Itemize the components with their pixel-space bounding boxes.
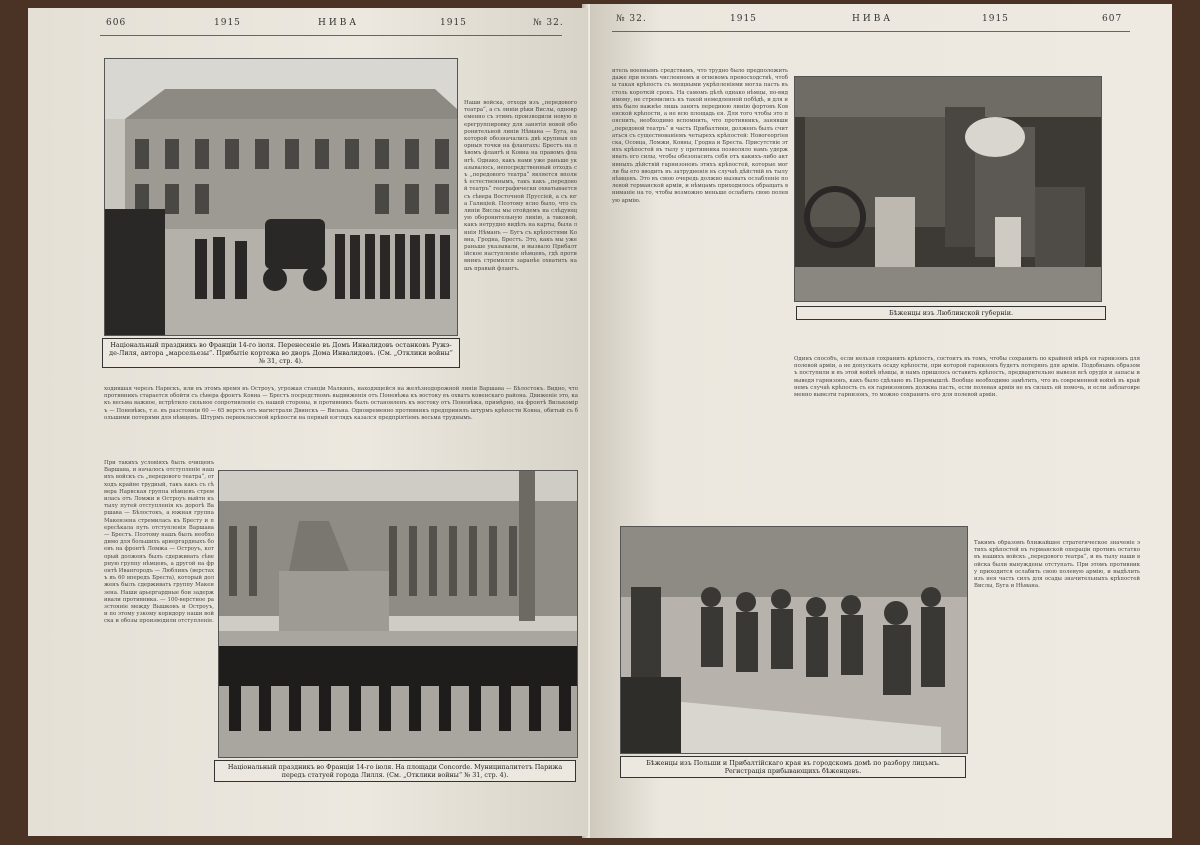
right-header-rule bbox=[612, 31, 1130, 32]
photo-place-concorde bbox=[218, 470, 578, 758]
right-header-title: НИВА bbox=[852, 14, 894, 24]
left-header-rule bbox=[100, 35, 562, 36]
left-header-year-left: 1915 bbox=[214, 18, 241, 28]
left-page bbox=[28, 8, 588, 836]
photo-refugees-city-house bbox=[620, 526, 968, 754]
text-column-left-mid-strip: ходившая черезъ Нарвскъ, или въ этомъ время въ Остроуъ, угрожая станціи Малкинъ, находящейся на желѣзнодорожной линіи Варшава — Бѣлостокъ. Видно, что противникъ старается обойти съ сѣвера фронтъ Ковна — Брестъ посредствомъ выдвиженія отъ Поневѣжа къ востоку въ охватъ ковенскаго района. Движеніе это, какъ весьма важное, встрѣтило сильное сопротивленіе съ нашей стороны, и противникъ былъ остановленъ къ востоку отъ Поневѣжа, примѣрно, на фронтѣ Вилькоміръ — Поневѣжъ, т.е. въ разстояніи 60 — 65 верстъ отъ магистрали Двинскъ — Вильна. Одновременно противникъ предпринялъ штурмъ крѣпости Ковна, обитый съ большими потерями для нѣмцевъ. Штурмъ первоклассной крѣпости на первый взглядъ казался предпріятіемъ весьма труднымъ. bbox=[104, 386, 578, 421]
caption-courtyard-procession: Національный праздникъ во Франціи 14-го іюля. Перенесеніе въ Домъ Инвалидовъ останковъ Ружэ-де-Лиля, автора „марсельезы“. Прибытіе кортежа во дворъ Дома Инвалидовъ. (См. „Отклики войны“ № 31, стр. 4). bbox=[102, 338, 460, 368]
right-page-number: 607 bbox=[1102, 14, 1123, 24]
left-page-number: 606 bbox=[106, 18, 127, 28]
photo-lublin-refugees bbox=[794, 76, 1102, 302]
text-column-right-top-left: итель военнымъ средствамъ, что трудно было предположить даже при всемъ численномъ и огневомъ превосходствѣ, чтобы такая крѣпость съ мощными укрѣпленіями могла пасть въ столь короткій срокъ. На самомъ дѣлѣ однако нѣмцы, по-видимому, не стремились къ такой немедленной побѣдѣ, и для нихъ было важнѣе лишь занять переднюю линію фортовъ Ковенской крѣпости, а не всю площадь ея. Для того чтобы это пояснить, необходимо вспомнить, что противникъ, занявши „передовой театръ“ и часть Прибалтики, долженъ былъ считаться съ существованіемъ четырехъ крѣпостей: Новогеоргіевска, Осовца, Ломжи, Ковны, Гродна и Бреста. Присутствіе этихъ крѣпостей въ тылу у противника позволяло намъ удерживать его силы, чтобы обезопасить себя отъ какихъ-либо активныхъ дѣйствій гарнизоновъ этихъ крѣпостей, которые могли бы его вводить въ затрудненія въ случаѣ дѣйствій въ тылу нѣмцевъ. Это въ свою очередь должно вызвать ослабленіе полевой германской арміи, и нѣмцамъ приходилось обращать вниманіе на то, чтобы возможно меньше ослабить свою полевую армію. bbox=[612, 68, 788, 204]
caption-place-concorde: Національный праздникъ во Франціи 14-го іюля. На площади Concorde. Муниципалитетъ Парижа передъ статуей города Лилля. (См. „Отклики войны“ № 31, стр. 4). bbox=[214, 760, 576, 782]
left-header-issue: № 32. bbox=[533, 18, 564, 28]
left-header-year-right: 1915 bbox=[440, 18, 467, 28]
photo-courtyard-procession bbox=[104, 58, 458, 336]
text-column-right-mid: Одинъ способъ, если нельзя сохранить крѣпость, состоитъ въ томъ, чтобы сохранить по крайней мѣрѣ ея гарнизонъ для полевой арміи, а не допускать осаду крѣпости, при которой гарнизонъ будетъ потерянъ для арміи. Подобнымъ образомъ поступили и въ этой войнѣ нѣмцы, и намъ пришлось оставить крѣпость, предварительно вывезя всѣ орудія и запасы и выведя гарнизонъ, какъ было сдѣлано въ Перемышлѣ. Вообще необходимо замѣтить, что въ современной войнѣ въ крайнемъ случаѣ крѣпость съ ея гарнизономъ должна пасть, если полевая армія не въ силахъ ей помочь, и если заблаговременно вывезти гарнизонъ, то можно сохранить его для полевой арміи. bbox=[794, 356, 1140, 399]
right-page bbox=[590, 4, 1172, 838]
text-column-left-top-right: Наши войска, отходя изъ „передового театра“, а съ линіи рѣки Вислы, одновременно съ этимъ производили новую перегруппировку для занятія новой оборонительной линіи Нѣмана — Буга, на которой обозначались двѣ крупныя опорныя точки на флангахъ: Брестъ на лѣвомъ флангѣ и Ковна на правомъ флангѣ. Однако, какъ нами уже раньше указывалось, непосредственный отходъ съ „передового театра“ является вполнѣ естественнымъ, такъ какъ „передовой театръ“ географически охватывается съ сѣвера Восточной Пруссіей, а съ юга Галиціей. Поэтому ясно было, что съ линіи Вислы мы отойдемъ на слѣдующую оборонительную линію, а таковой, какъ нетрудно видѣть на карты, была линія Нѣманъ — Бугъ съ крѣпостями Ковна, Гродна, Брестъ. Это, какъ мы уже раньше указывали, и вызвало Прибалтійское наступленіе нѣмцевъ, гдѣ противникъ стремился заранѣе охватить нашъ правый флангъ. bbox=[464, 100, 577, 272]
text-column-right-bottom: Такимъ образомъ ближайшее стратегическое значеніе этихъ крѣпостей въ германской операціи противъ остатковъ нашихъ войскъ „передового театра“, и въ тылу наши войска были вынуждены отступать. При этомъ противнику приходится ослабить свою полевую армію, и выдѣлить изъ нея часть силъ для осады значительныхъ крѣпостей Вислы, Буга и Нѣмана. bbox=[974, 540, 1140, 590]
caption-lublin-refugees: Бѣженцы изъ Люблинской губерніи. bbox=[796, 306, 1106, 320]
right-header-issue: № 32. bbox=[616, 14, 647, 24]
text-column-left-lower: При такихъ условіяхъ былъ очищенъ Варшава, и началось отступленіе нашихъ войскъ съ „передового театра“, отходъ крайне трудный, такъ какъ съ сѣвера Нарвская группа нѣмцевъ стремилась отъ Ломжи и Остроуъ выйти къ тылу путей отступленія къ дорогѣ Варшава — Бѣлостокъ, а южная группа Макензена стремилась къ Бресту и пересѣкала путь отступленія Варшава — Брестъ. Поэтому нашъ былъ необходимо для большихъ ариергардныхъ боевъ на фронтѣ Ломжа — Остроуъ, который долженъ былъ сдерживать сѣверную группу нѣмцевъ, а другой на фронтѣ Ивангородъ — Люблинъ (верстахъ въ 60 впередъ Бреста), который долженъ былъ сдерживать группу Макензена. Наши арьергардные бои задерживали противника. — 100-верстное разстояніе между Вышковъ и Остроуъ, и по этому узкому коридору наши войска и обозы производили отступленіе. bbox=[104, 460, 214, 625]
left-header-title: НИВА bbox=[318, 18, 360, 28]
right-header-year-right: 1915 bbox=[982, 14, 1009, 24]
caption-refugees-city-house: Бѣженцы изъ Польши и Прибалтійскаго края въ городскомъ домѣ по разбору лицъмъ. Регистрація прибывающихъ бѣженцевъ. bbox=[620, 756, 966, 778]
right-header-year-left: 1915 bbox=[730, 14, 757, 24]
